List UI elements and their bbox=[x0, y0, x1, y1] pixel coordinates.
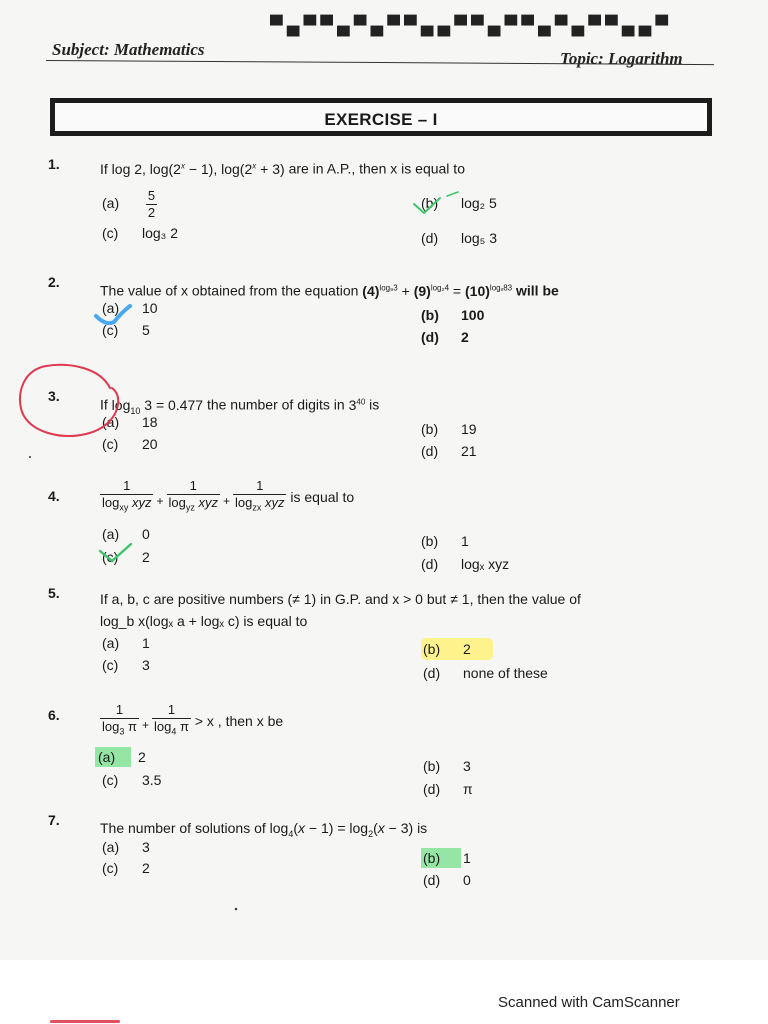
option-label: (b) bbox=[423, 641, 441, 657]
option-label: (a) bbox=[102, 300, 120, 316]
option-label: (b) bbox=[423, 850, 441, 866]
option-label: (d) bbox=[423, 665, 441, 681]
q2-math: $(4)^{log_93} + (9)^{log_24} = (10)^{log_x83}$ bbox=[362, 282, 513, 299]
q5-line-2: log_b x(logₓ a + logₓ c) is equal to bbox=[100, 613, 308, 629]
option-label: (b) bbox=[421, 533, 439, 549]
q5-option-b[interactable] bbox=[423, 641, 471, 657]
q7-text-prefix: The number of solutions of bbox=[100, 820, 266, 836]
q7-option-b[interactable] bbox=[423, 850, 471, 866]
q1-option-a[interactable] bbox=[102, 188, 157, 221]
option-value: 5 bbox=[142, 322, 150, 338]
option-label: (d) bbox=[423, 872, 441, 888]
question-number: 2. bbox=[48, 274, 60, 290]
option-label: (c) bbox=[102, 549, 119, 565]
option-value: 21 bbox=[461, 443, 477, 459]
option-label: (c) bbox=[102, 772, 119, 788]
q2-text-suffix: will be bbox=[516, 282, 559, 299]
subject-label: Subject: Mathematics bbox=[52, 40, 205, 59]
fraction: $\frac{1}{\log_3 \pi}$ bbox=[102, 702, 137, 737]
question-number: 3. bbox=[48, 388, 60, 404]
option-value: 10 bbox=[142, 300, 158, 316]
option-label: (a) bbox=[102, 414, 120, 430]
option-label: (d) bbox=[423, 781, 441, 797]
q6-option-b[interactable] bbox=[423, 758, 471, 774]
q3-text-suffix: is bbox=[369, 396, 380, 413]
q5-option-c[interactable] bbox=[102, 657, 150, 673]
question-6-text: $\frac{1}{\log_3 \pi}$ + $\frac{1}{\log_4 \pi}$ > x , then x be bbox=[100, 702, 283, 740]
question-5-text bbox=[100, 588, 722, 632]
option-label: (c) bbox=[102, 657, 119, 673]
option-value: 3.5 bbox=[142, 772, 162, 788]
q4-option-b[interactable] bbox=[421, 533, 469, 549]
exercise-title-box bbox=[50, 98, 712, 136]
option-value: log₃ 2 bbox=[142, 225, 179, 241]
option-label: (a) bbox=[98, 749, 116, 765]
q7-text-suffix: is bbox=[417, 820, 428, 836]
option-label: (b) bbox=[421, 307, 439, 323]
option-label: (d) bbox=[421, 230, 439, 246]
question-4-text: $\frac{1}{\log_{xy} xyz}$ + $\frac{1}{\log_{yz} xyz}$ + $\frac{1}{\log_{zx} xyz}$ is equal to bbox=[100, 478, 354, 516]
question-number: 6. bbox=[48, 707, 60, 723]
q1-option-b[interactable] bbox=[421, 195, 497, 211]
q1-option-d[interactable] bbox=[421, 230, 497, 246]
q7-option-d[interactable] bbox=[423, 872, 471, 888]
q2-option-c[interactable] bbox=[102, 322, 150, 338]
fraction: $\frac{1}{\log_{xy} xyz}$ bbox=[102, 478, 152, 513]
q2-option-b[interactable] bbox=[421, 307, 484, 323]
option-value: 20 bbox=[142, 436, 158, 452]
fraction: $\frac{5}{2}$ bbox=[147, 188, 156, 220]
question-1-text bbox=[100, 155, 465, 180]
option-value: π bbox=[463, 781, 473, 797]
question-number: 4. bbox=[48, 488, 60, 504]
red-pen-stroke bbox=[50, 1020, 120, 1023]
option-value: 2 bbox=[142, 860, 150, 876]
option-value: 0 bbox=[142, 526, 150, 542]
option-label: (d) bbox=[421, 443, 439, 459]
option-label: (b) bbox=[421, 421, 439, 437]
q1-option-c[interactable] bbox=[102, 225, 178, 241]
option-label: (a) bbox=[102, 635, 120, 651]
option-value: 1 bbox=[142, 635, 150, 651]
option-label: (c) bbox=[102, 322, 119, 338]
option-value: 0 bbox=[463, 872, 471, 888]
q3-option-b[interactable] bbox=[421, 421, 477, 437]
option-value: 1 bbox=[461, 533, 469, 549]
option-label: (c) bbox=[102, 436, 119, 452]
q4-option-d[interactable] bbox=[421, 556, 509, 572]
option-value: log₂ 5 bbox=[461, 195, 497, 211]
option-value: 1 bbox=[463, 850, 471, 866]
option-value: log₅ 3 bbox=[461, 230, 497, 246]
option-value: 2 bbox=[461, 329, 469, 345]
q3-option-a[interactable] bbox=[102, 414, 158, 430]
question-number: 1. bbox=[48, 156, 60, 172]
q3-option-c[interactable] bbox=[102, 436, 158, 452]
q3-text-prefix: If bbox=[100, 396, 108, 413]
q7-option-a[interactable] bbox=[102, 839, 150, 855]
q3-power: $3^{40}$ bbox=[348, 396, 366, 413]
option-value: 2 bbox=[138, 749, 146, 765]
option-value: 2 bbox=[142, 549, 150, 565]
option-value: 3 bbox=[142, 839, 150, 855]
q1-math: If log 2, $\log(2^x - 1)$, $\log(2^x + 3)$ bbox=[100, 160, 285, 177]
scanner-watermark: Scanned with CamScanner bbox=[498, 994, 680, 1011]
q1-text: are in A.P., then x is equal to bbox=[288, 160, 465, 177]
q3-math: $\log_{10} 3 = 0.477$ bbox=[111, 396, 204, 416]
option-value: 3 bbox=[142, 657, 150, 673]
exercise-title: EXERCISE – I bbox=[324, 110, 438, 129]
option-label: (a) bbox=[102, 526, 120, 542]
option-label: (b) bbox=[423, 758, 441, 774]
q4-option-a[interactable] bbox=[102, 526, 150, 542]
question-2-text bbox=[100, 277, 559, 302]
option-label: (a) bbox=[102, 839, 120, 855]
q7-option-c[interactable] bbox=[102, 860, 150, 876]
cropped-top-heading: ▀▄▀▀▄▀▄▀▀▄▄▀▀▄▀▀▄▀▄▀▀▄▄▀ bbox=[270, 15, 673, 35]
q2-option-a[interactable] bbox=[102, 300, 158, 316]
question-number: 7. bbox=[48, 812, 60, 828]
q4-text-suffix: is equal to bbox=[290, 488, 355, 505]
option-value: 2 bbox=[463, 641, 471, 657]
option-value: 100 bbox=[461, 307, 485, 323]
q5-option-a[interactable] bbox=[102, 635, 150, 651]
q5-line-1: If a, b, c are positive numbers (≠ 1) in G.P. and x > 0 but ≠ 1, then the value of bbox=[100, 591, 581, 607]
option-label: (d) bbox=[421, 556, 439, 572]
q6-option-a[interactable] bbox=[98, 749, 146, 765]
q2-text-prefix: The value of x obtained from the equation bbox=[100, 282, 359, 299]
q4-option-c[interactable] bbox=[102, 549, 150, 565]
q6-option-c[interactable] bbox=[102, 772, 161, 788]
q3-option-d[interactable] bbox=[421, 443, 477, 459]
topic-label: Topic: Logarithm bbox=[560, 49, 683, 68]
option-value: 3 bbox=[463, 758, 471, 774]
option-value: 18 bbox=[142, 414, 158, 430]
q6-option-d[interactable] bbox=[423, 781, 473, 797]
option-label: (c) bbox=[102, 860, 119, 876]
q5-option-d[interactable] bbox=[423, 665, 548, 681]
fraction: $\frac{1}{\log_{zx} xyz}$ bbox=[235, 478, 285, 513]
option-label: (b) bbox=[421, 195, 439, 211]
option-value: logₓ xyz bbox=[461, 556, 510, 572]
question-number: 5. bbox=[48, 585, 60, 601]
option-label: (a) bbox=[102, 195, 120, 212]
q3-text-mid: the number of digits in bbox=[206, 396, 345, 413]
q6-text-suffix: > x , then x be bbox=[194, 712, 284, 729]
option-value: 19 bbox=[461, 421, 477, 437]
q7-math: $\log_4(x - 1) = \log_2(x - 3)$ bbox=[269, 820, 414, 839]
option-label: (c) bbox=[102, 225, 119, 241]
fraction: $\frac{1}{\log_4 \pi}$ bbox=[153, 702, 189, 737]
fraction: $\frac{1}{\log_{yz} xyz}$ bbox=[168, 478, 218, 513]
option-label: (d) bbox=[421, 329, 439, 345]
q2-option-d[interactable] bbox=[421, 329, 469, 345]
option-value: none of these bbox=[463, 665, 548, 681]
